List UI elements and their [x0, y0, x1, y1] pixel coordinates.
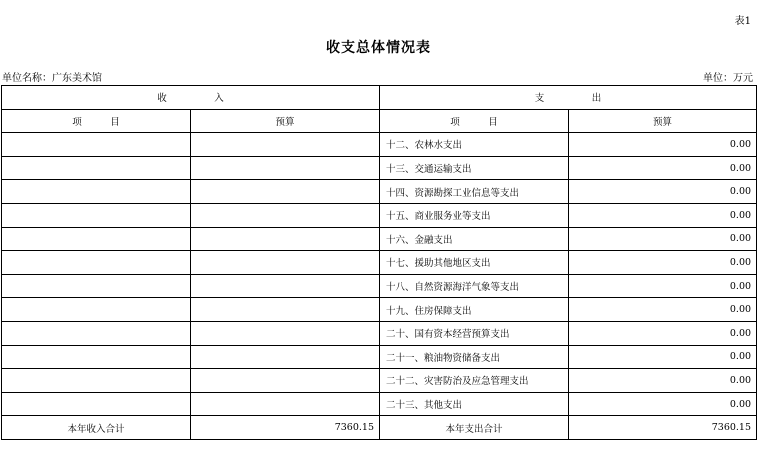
expense-item-cell: 十四、资源勘探工业信息等支出	[380, 180, 569, 204]
income-item-header: 项 目	[2, 109, 191, 133]
expense-budget-cell: 0.00	[569, 251, 757, 275]
income-budget-cell	[191, 369, 380, 393]
expense-budget-cell: 0.00	[569, 133, 757, 157]
table-row	[2, 180, 757, 204]
expense-item-cell: 十七、援助其他地区支出	[380, 251, 569, 275]
income-item-cell	[2, 203, 191, 227]
expense-budget-cell: 0.00	[569, 274, 757, 298]
income-budget-cell	[191, 274, 380, 298]
income-budget-cell	[191, 298, 380, 322]
expense-item-cell: 十九、住房保障支出	[380, 298, 569, 322]
budget-summary-table	[1, 85, 757, 440]
expense-item-cell: 二十二、灾害防治及应急管理支出	[380, 369, 569, 393]
page-title: 收支总体情况表	[326, 40, 431, 56]
table-row	[2, 274, 757, 298]
income-budget-cell	[191, 345, 380, 369]
table-row	[2, 227, 757, 251]
expense-budget-header: 预算	[569, 109, 757, 133]
income-budget-header: 预算	[191, 109, 380, 133]
income-item-cell	[2, 298, 191, 322]
income-budget-cell	[191, 251, 380, 275]
expense-budget-cell: 0.00	[569, 392, 757, 416]
expense-budget-cell: 0.00	[569, 321, 757, 345]
expense-item-cell: 二十、国有资本经营预算支出	[380, 321, 569, 345]
expense-item-cell: 十八、自然资源海洋气象等支出	[380, 274, 569, 298]
expense-group-header: 支 出	[380, 86, 757, 110]
expense-budget-cell: 0.00	[569, 180, 757, 204]
expense-budget-cell: 0.00	[569, 227, 757, 251]
income-item-cell	[2, 180, 191, 204]
table-row	[2, 369, 757, 393]
table-row	[2, 298, 757, 322]
unit-name-label: 单位名称：广东美术馆	[2, 73, 102, 84]
income-item-cell	[2, 156, 191, 180]
expense-budget-cell: 0.00	[569, 156, 757, 180]
table-number: 表1	[734, 16, 751, 27]
income-budget-cell	[191, 321, 380, 345]
income-group-header: 收 入	[2, 86, 380, 110]
expense-item-cell: 十六、金融支出	[380, 227, 569, 251]
expense-budget-cell: 0.00	[569, 203, 757, 227]
expense-budget-cell: 0.00	[569, 345, 757, 369]
income-item-cell	[2, 227, 191, 251]
income-budget-cell	[191, 227, 380, 251]
income-item-cell	[2, 369, 191, 393]
group-header-row	[2, 86, 757, 110]
column-header-row	[2, 109, 757, 133]
expense-budget-cell: 0.00	[569, 298, 757, 322]
table-row	[2, 321, 757, 345]
income-budget-cell	[191, 203, 380, 227]
expense-total-label: 本年支出合计	[380, 416, 569, 440]
table-row	[2, 392, 757, 416]
income-total-value: 7360.15	[191, 416, 380, 440]
expense-total-value: 7360.15	[569, 416, 757, 440]
income-item-cell	[2, 251, 191, 275]
income-item-cell	[2, 392, 191, 416]
expense-item-header: 项 目	[380, 109, 569, 133]
expense-budget-cell: 0.00	[569, 369, 757, 393]
expense-item-cell: 十三、交通运输支出	[380, 156, 569, 180]
table-row	[2, 133, 757, 157]
table-row	[2, 345, 757, 369]
income-item-cell	[2, 133, 191, 157]
expense-item-cell: 十二、农林水支出	[380, 133, 569, 157]
income-item-cell	[2, 274, 191, 298]
income-budget-cell	[191, 133, 380, 157]
expense-item-cell: 十五、商业服务业等支出	[380, 203, 569, 227]
income-budget-cell	[191, 180, 380, 204]
currency-unit-label: 单位：万元	[703, 73, 753, 84]
expense-item-cell: 二十三、其他支出	[380, 392, 569, 416]
expense-item-cell: 二十一、粮油物资储备支出	[380, 345, 569, 369]
income-budget-cell	[191, 392, 380, 416]
table-row	[2, 203, 757, 227]
income-item-cell	[2, 345, 191, 369]
income-total-label: 本年收入合计	[2, 416, 191, 440]
table-row	[2, 156, 757, 180]
income-budget-cell	[191, 156, 380, 180]
totals-row	[2, 416, 757, 440]
income-item-cell	[2, 321, 191, 345]
table-row	[2, 251, 757, 275]
